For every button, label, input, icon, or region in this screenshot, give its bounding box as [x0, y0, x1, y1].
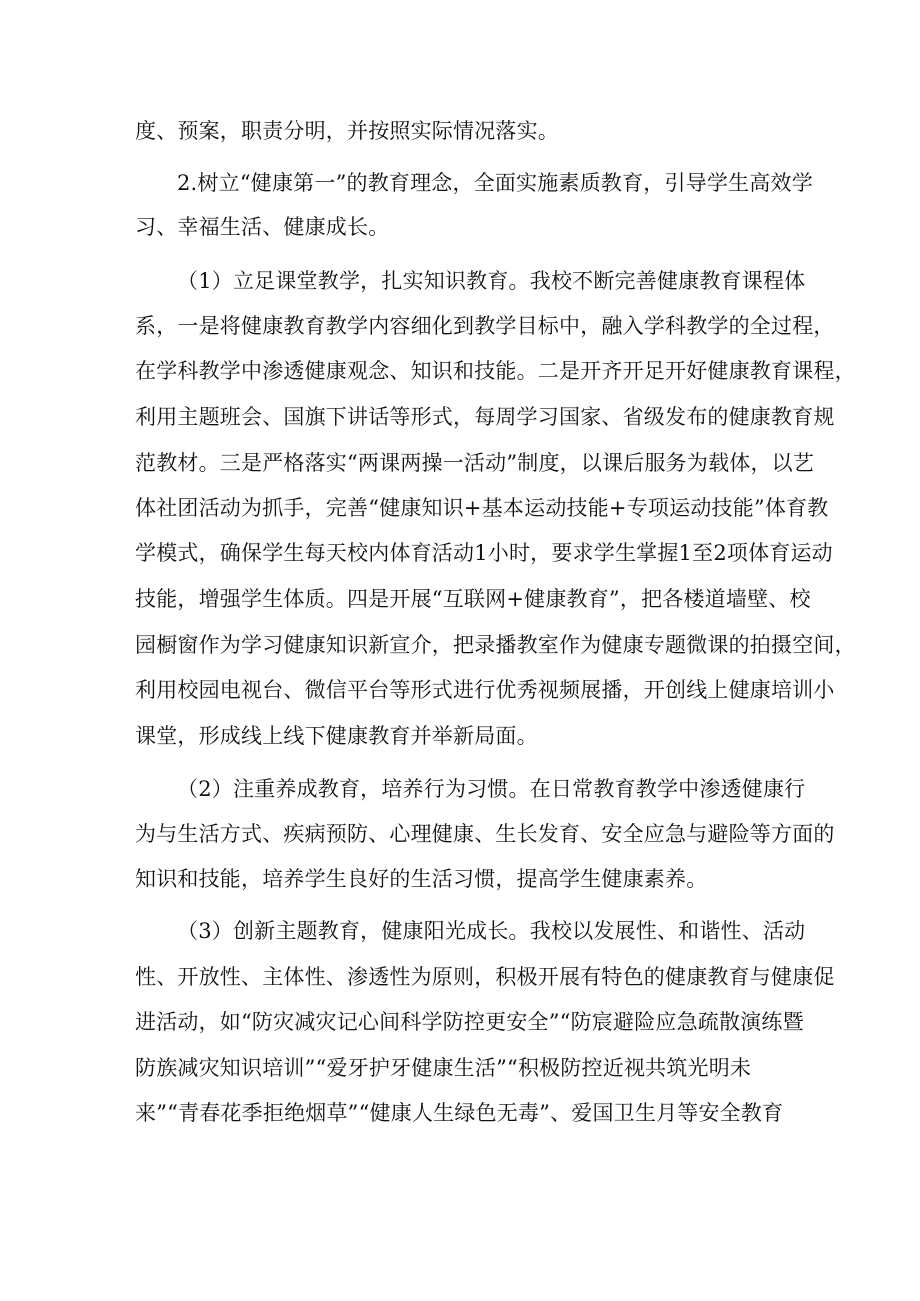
text-line: 学模式，确保学生每天校内体育活动1小时，要求学生掌握1至2项体育运动	[135, 541, 833, 565]
text-line: （3）创新主题教育，健康阳光成长。我校以发展性、和谐性、活动	[177, 919, 806, 943]
text-line: （1）立足课堂教学，扎实知识教育。我校不断完善健康教育课程体	[177, 269, 806, 293]
text-line: 来”“青春花季拒绝烟草”“健康人生绿色无毒”、爱国卫生月等安全教育	[135, 1101, 784, 1125]
text-line: 利用校园电视台、微信平台等形式进行优秀视频展播，开创线上健康培训小	[135, 678, 835, 702]
text-line: 课堂，形成线上线下健康教育并举新局面。	[135, 724, 538, 748]
text-line: 技能，增强学生体质。四是开展“互联网+健康教育”，把各楼道墙壁、校	[135, 587, 811, 611]
text-line: 防族减灾知识培训”“爱牙护牙健康生活”“积极防控近视共筑光明未	[135, 1056, 752, 1080]
text-line: 进活动，如“防灾减灾记心间科学防控更安全”“防宸避险应急疏散演练暨	[135, 1010, 804, 1034]
text-line: 在学科教学中渗透健康观念、知识和技能。二是开齐开足开好健康教育课程，	[135, 359, 856, 383]
text-line: 习、幸福生活、健康成长。	[135, 215, 390, 239]
text-line: 为与生活方式、疾病预防、心理健康、生长发育、安全应急与避险等方面的	[135, 822, 835, 846]
text-line: 体社团活动为抓手，完善“健康知识+基本运动技能+专项运动技能”体育教	[135, 496, 829, 520]
text-line: 利用主题班会、国旗下讲话等形式，每周学习国家、省级发布的健康教育规	[135, 405, 835, 429]
text-line: 度、预案，职责分明，并按照实际情况落实。	[135, 119, 559, 143]
text-line: 园橱窗作为学习健康知识新宣介，把录播教室作为健康专题微课的拍摄空间，	[135, 633, 856, 657]
text-line: 系，一是将健康教育教学内容细化到教学目标中，融入学科教学的全过程，	[135, 314, 835, 338]
text-line: 知识和技能，培养学生良好的生活习惯，提高学生健康素养。	[135, 867, 708, 891]
text-line: （2）注重养成教育，培养行为习惯。在日常教育教学中渗透健康行	[177, 777, 806, 801]
text-line: 2.树立“健康第一”的教育理念，全面实施素质教育，引导学生高效学	[177, 171, 813, 195]
text-line: 性、开放性、主体性、渗透性为原则，积极开展有特色的健康教育与健康促	[135, 965, 835, 989]
text-line: 范教材。三是严格落实“两课两操一活动”制度，以课后服务为载体，以艺	[135, 451, 815, 475]
